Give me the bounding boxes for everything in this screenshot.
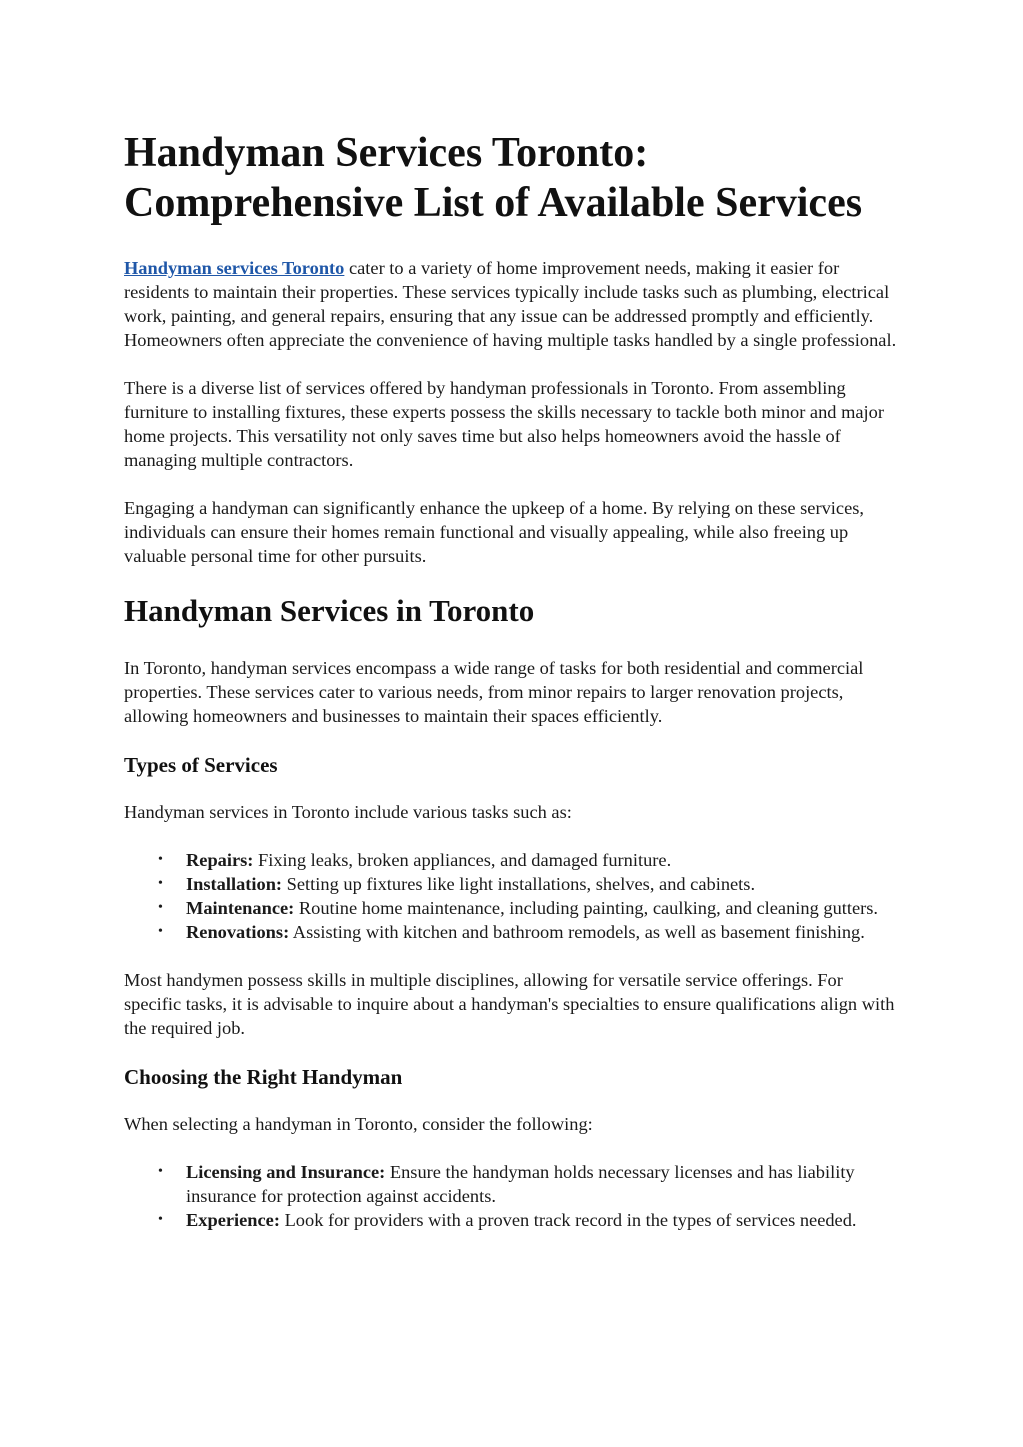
list-item-label: Maintenance: bbox=[186, 898, 295, 918]
paragraph-upkeep: Engaging a handyman can significantly enhance the upkeep of a home. By relying on these services, individuals can ensure their homes remain functional and visually appealing, while also freeing up valuable personal time for other pursuits. bbox=[124, 498, 864, 566]
list-item-label: Licensing and Insurance: bbox=[186, 1162, 386, 1182]
list-item bbox=[158, 848, 904, 872]
section-heading-toronto: Handyman Services in Toronto bbox=[124, 593, 535, 628]
subheading-choosing-handyman: Choosing the Right Handyman bbox=[124, 1065, 403, 1089]
list-item-text: Fixing leaks, broken appliances, and damaged furniture. bbox=[253, 850, 672, 870]
list-item bbox=[158, 896, 904, 920]
list-item-text: Look for providers with a proven track record in the types of services needed. bbox=[279, 1210, 857, 1230]
bullet-icon: • bbox=[158, 924, 163, 939]
list-item-text: Setting up fixtures like light installations, shelves, and cabinets. bbox=[282, 874, 756, 894]
list-item-text: Ensure the handyman holds necessary licenses and has liability insurance for protection against accidents. bbox=[186, 1162, 855, 1206]
paragraph-skills: Most handymen possess skills in multiple disciplines, allowing for versatile service offerings. For specific tasks, it is advisable to inquire about a handyman's specialties to ensure qualifications align with the required job. bbox=[124, 970, 895, 1038]
list-item bbox=[158, 1208, 904, 1232]
bullet-icon: • bbox=[158, 1212, 163, 1227]
list-item-label: Repairs: bbox=[186, 850, 254, 870]
choosing-list bbox=[124, 1160, 904, 1232]
choosing-lead-text: When selecting a handyman in Toronto, consider the following: bbox=[124, 1114, 593, 1134]
list-item bbox=[158, 872, 904, 896]
bullet-icon: • bbox=[158, 876, 163, 891]
intro-text: cater to a variety of home improvement needs, making it easier for residents to maintain their properties. These services typically include tasks such as plumbing, electrical work, painting, and general repairs, ensuring that any issue can be addressed promptly and efficiently. Homeowners often appreciate the convenience of having multiple tasks handled by a single professional. bbox=[124, 258, 897, 350]
types-list bbox=[124, 848, 904, 944]
list-item-text: Routine home maintenance, including painting, caulking, and cleaning gutters. bbox=[294, 898, 879, 918]
paragraph-services-list: There is a diverse list of services offered by handyman professionals in Toronto. From assembling furniture to installing fixtures, these experts possess the skills necessary to tackle both minor and major home projects. This versatility not only saves time but also helps homeowners avoid the hassle of managing multiple contractors. bbox=[124, 378, 884, 470]
bullet-icon: • bbox=[158, 852, 163, 867]
page-title: Handyman Services Toronto: Comprehensive List of Available Services bbox=[124, 130, 863, 226]
list-item-label: Installation: bbox=[186, 874, 283, 894]
paragraph-toronto-services: In Toronto, handyman services encompass a wide range of tasks for both residential and commercial properties. These services cater to various needs, from minor repairs to larger renovation projects, allowing homeowners and businesses to maintain their spaces efficiently. bbox=[124, 658, 864, 726]
subheading-types-of-services: Types of Services bbox=[124, 753, 278, 777]
list-item-label: Renovations: bbox=[186, 922, 290, 942]
types-lead-text: Handyman services in Toronto include various tasks such as: bbox=[124, 802, 572, 822]
list-item-label: Experience: bbox=[186, 1210, 280, 1230]
list-item bbox=[158, 1160, 904, 1208]
list-item-text: Assisting with kitchen and bathroom remodels, as well as basement finishing. bbox=[289, 922, 865, 942]
list-item bbox=[158, 920, 904, 944]
document-page bbox=[124, 128, 904, 1256]
intro-link[interactable]: Handyman services Toronto bbox=[124, 258, 345, 278]
bullet-icon: • bbox=[158, 1164, 163, 1179]
intro-paragraph bbox=[124, 256, 904, 352]
bullet-icon: • bbox=[158, 900, 163, 915]
